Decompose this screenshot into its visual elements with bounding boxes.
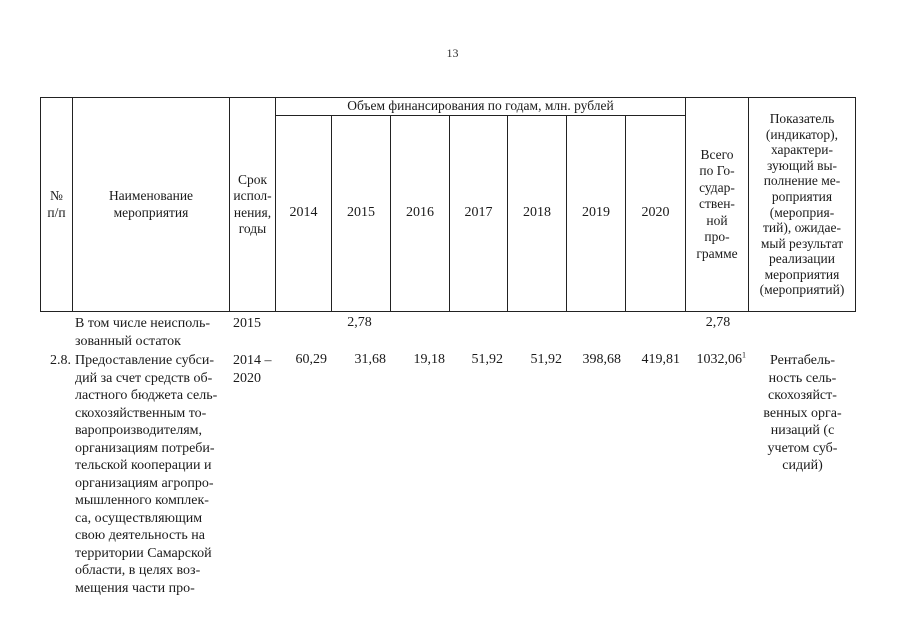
page-number: 13	[446, 46, 459, 60]
row-2-value-2019: 398,68	[582, 352, 621, 367]
header-number: № п/п	[47, 188, 66, 220]
row-2-value-2015: 31,68	[354, 352, 386, 367]
row-2-value-2017: 51,92	[471, 352, 503, 367]
row-1-total: 2,78	[705, 315, 731, 330]
header-funding-group: Объем финансирования по годам, млн. рублей	[347, 98, 614, 114]
header-year-2020: 2020	[641, 205, 670, 221]
header-year-2015: 2015	[347, 205, 375, 221]
header-name: Наименование мероприятия	[108, 188, 194, 220]
row-2-total-value: 1032,06	[696, 352, 742, 367]
header-indicator: Показатель (индикатор), характери- зующий вы- полнение ме- роприятия (мероприя- тий), ожидае- мый результат реализации мероприятия (мероприятий)	[759, 110, 845, 298]
row-2-total-footnote-mark: 1	[742, 350, 746, 360]
row-1-name: В том числе неисполь- зованный остаток	[75, 316, 211, 349]
row-1-value-2015: 2,78	[347, 315, 372, 330]
header-total: Всего по Го- судар- ствен- ной про- грамме	[696, 146, 738, 261]
row-2-value-2014: 60,29	[295, 352, 327, 367]
table-header	[40, 97, 856, 312]
header-term: Срок испол- нения, годы	[233, 171, 272, 236]
header-year-2019: 2019	[582, 205, 610, 221]
row-2-name: Предоставление субси- дий за счет средств об- ластного бюджета сель- скохозяйственным то- варопроизводителям, организациям потреби- тельской кооперации и организациям агропро- мышленного комплек- са, осуществляющим свою деятельность на территории Самарской области, в целях воз- мещения части про-	[75, 353, 218, 596]
row-2-total	[684, 352, 746, 368]
row-1-term: 2015	[233, 316, 261, 331]
header-year-2016: 2016	[406, 205, 434, 221]
row-2-number: 2.8.	[50, 353, 71, 368]
row-2-value-2020: 419,81	[641, 352, 680, 367]
col-line-12	[855, 97, 856, 312]
header-bottom-border	[40, 311, 856, 312]
header-year-2014: 2014	[289, 205, 318, 221]
row-2-term: 2014 – 2020	[233, 353, 272, 386]
header-year-2018: 2018	[523, 205, 551, 221]
row-2-value-2016: 19,18	[413, 352, 445, 367]
row-2-value-2018: 51,92	[530, 352, 562, 367]
row-2-indicator: Рентабель- ность сель- скохозяйст- венных орга- низаций (с учетом суб- сидий)	[763, 353, 842, 473]
header-year-2017: 2017	[464, 205, 493, 221]
